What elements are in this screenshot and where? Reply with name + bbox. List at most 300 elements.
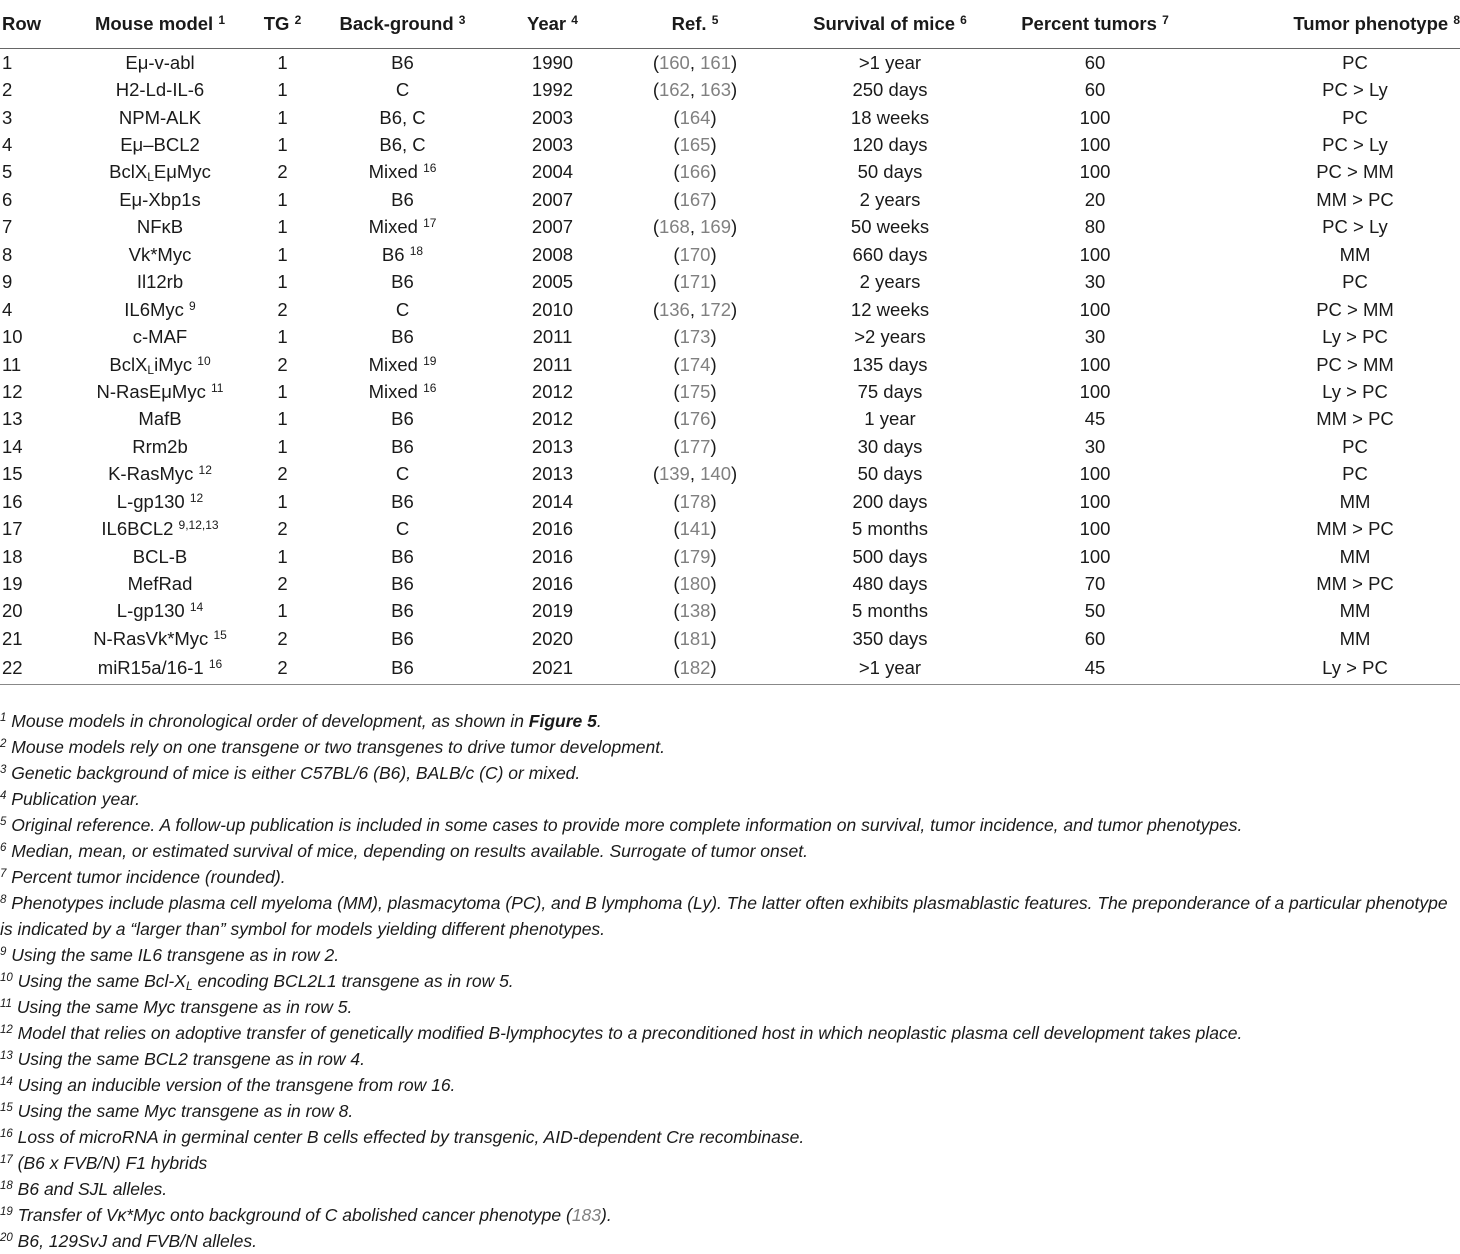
cell-tg: 1 [277, 408, 288, 430]
table-row [0, 214, 1460, 241]
model-name: BCL-B [132, 545, 188, 567]
footnote-text: Phenotypes include plasma cell myeloma (MM), plasmacytoma (PC), and B lymphoma (Ly). The latter often exhibits plasmablastic features. The preponderance of a particular phenotype is indicated by a “larger than” symbol for models yielding different phenotypes. [0, 893, 1448, 939]
cell-year: 2010 [531, 298, 574, 320]
ref-paren: ( [652, 463, 659, 485]
cell-row: 7 [2, 216, 13, 238]
cell-year: 2008 [531, 243, 574, 265]
cell-ref [620, 296, 770, 323]
footnote [0, 786, 1460, 812]
cell-survival: 75 days [857, 380, 923, 402]
cell-tg: 2 [277, 627, 288, 649]
cell-phenotype: PC [1342, 271, 1368, 293]
reference-link[interactable]: 173 [679, 326, 711, 348]
footnote-text: Mouse models in chronological order of development, as shown in [11, 711, 529, 731]
model-name: Vk*Myc [128, 243, 192, 265]
cell-ref [620, 543, 770, 570]
ref-paren: ) [710, 353, 717, 375]
table-row [0, 351, 1460, 378]
background-value: B6, C [379, 134, 426, 156]
cell-year: 2004 [531, 161, 574, 183]
cell-percent: 60 [1084, 79, 1106, 101]
cell-row: 4 [2, 134, 13, 156]
cell-row: 3 [2, 106, 13, 128]
cell-background [320, 598, 485, 625]
footnote-marker: 18 [409, 243, 424, 258]
cell-model [75, 515, 245, 542]
cell-percent: 30 [1084, 326, 1106, 348]
cell-phenotype: MM [1339, 490, 1371, 512]
table-row [0, 570, 1460, 597]
cell-tg: 2 [277, 463, 288, 485]
footnote-marker: 16 [208, 657, 223, 672]
table-row [0, 488, 1460, 515]
footnote-marker: 1 [218, 13, 226, 27]
column-header-label: Percent tumors [1021, 13, 1157, 34]
column-header-label: Ref. [671, 13, 707, 34]
cell-background [320, 653, 485, 685]
column-header [75, 0, 245, 49]
column-header [620, 0, 770, 49]
cell-background [320, 186, 485, 213]
column-header-label: Back-ground [339, 13, 454, 34]
reference-link[interactable]: 166 [679, 161, 711, 183]
reference-link[interactable]: 170 [679, 243, 711, 265]
model-name: L-gp130 [116, 490, 185, 512]
model-name: Eμ-Xbp1s [119, 188, 201, 210]
footnote [0, 708, 1460, 734]
table-row [0, 653, 1460, 685]
cell-background [320, 433, 485, 460]
column-header-label: Year [527, 13, 567, 34]
cell-percent: 100 [1079, 545, 1111, 567]
column-header-label: Row [2, 13, 42, 34]
reference-link[interactable]: 162 [658, 79, 690, 101]
cell-survival: >1 year [858, 51, 922, 73]
table-row [0, 76, 1460, 103]
cell-phenotype: MM > PC [1316, 518, 1394, 540]
model-name: c-MAF [132, 326, 188, 348]
reference-link[interactable]: 164 [679, 106, 711, 128]
reference-link[interactable]: 174 [679, 353, 711, 375]
background-value: Mixed [368, 380, 418, 402]
cell-ref [620, 269, 770, 296]
table-row [0, 378, 1460, 405]
cell-tg: 1 [277, 545, 288, 567]
reference-link[interactable]: 141 [679, 518, 711, 540]
cell-survival: >1 year [770, 653, 1010, 685]
footnote [0, 1176, 1460, 1202]
footnote-marker: 8 [1453, 13, 1460, 27]
cell-background [320, 131, 485, 158]
ref-paren: ) [710, 490, 717, 512]
cell-tg: 1 [277, 51, 288, 73]
ref-paren: ) [710, 106, 717, 128]
footnote-text: Using the same IL6 transgene as in row 2. [11, 945, 340, 965]
reference-link[interactable]: 175 [679, 380, 711, 402]
cell-year: 2012 [531, 408, 574, 430]
footnote-marker: 9 [189, 298, 196, 313]
footnote [0, 1202, 1460, 1228]
cell-model [75, 433, 245, 460]
footnote [0, 1020, 1460, 1046]
footnote-number: 10 [0, 972, 13, 984]
footnote-number: 12 [0, 1024, 13, 1036]
background-value: C [395, 298, 410, 320]
reference-link[interactable]: 180 [679, 573, 711, 595]
cell-model [75, 488, 245, 515]
footnote [0, 812, 1460, 838]
cell-percent: 100 [1079, 463, 1111, 485]
footnote-number: 17 [0, 1154, 13, 1166]
column-header [770, 0, 1010, 49]
reference-link[interactable]: 176 [679, 408, 711, 430]
cell-phenotype: Ly > PC [1322, 380, 1388, 402]
cell-tg: 1 [277, 79, 288, 101]
ref-paren: ( [673, 106, 680, 128]
ref-paren: ) [710, 600, 717, 622]
cell-percent: 100 [1079, 380, 1111, 402]
background-value: B6 [391, 326, 414, 348]
cell-row: 14 [2, 435, 23, 457]
ref-paren: ) [710, 657, 717, 679]
reference-link[interactable]: 169 [700, 216, 732, 238]
footnote-number: 8 [0, 894, 7, 906]
ref-paren: ( [673, 161, 680, 183]
cell-year: 2013 [531, 463, 574, 485]
reference-link[interactable]: 168 [658, 216, 690, 238]
reference-link[interactable]: 161 [700, 51, 732, 73]
cell-tg: 1 [277, 106, 288, 128]
footnote-marker: 6 [960, 13, 967, 27]
ref-paren: ( [652, 298, 659, 320]
cell-ref [620, 406, 770, 433]
footnote [0, 1098, 1460, 1124]
cell-ref [620, 104, 770, 131]
cell-survival: 12 weeks [850, 298, 930, 320]
model-name: N-RasEμMyc [96, 380, 206, 402]
cell-ref [620, 433, 770, 460]
column-header [1180, 0, 1460, 49]
footnote-marker: 16 [423, 161, 437, 176]
cell-ref [620, 515, 770, 542]
cell-survival: 50 days [857, 463, 923, 485]
cell-model [75, 159, 245, 186]
ref-paren: ) [710, 161, 717, 183]
footnote-marker: 14 [189, 600, 204, 615]
cell-phenotype: PC [1342, 51, 1368, 73]
cell-phenotype: MM [1339, 600, 1371, 622]
footnote-text: B6 and SJL alleles. [17, 1179, 168, 1199]
footnote-number: 11 [0, 998, 12, 1010]
column-header-label: Tumor phenotype [1293, 13, 1449, 34]
cell-survival: 5 months [851, 600, 929, 622]
reference-link[interactable]: 167 [679, 188, 711, 210]
cell-phenotype: PC > Ly [1322, 216, 1388, 238]
cell-background [320, 351, 485, 378]
column-header [320, 0, 485, 49]
cell-row: 22 [0, 653, 75, 685]
cell-phenotype: Ly > PC [1180, 653, 1460, 685]
background-value: Mixed [368, 216, 418, 238]
cell-model [75, 570, 245, 597]
model-subscript: L [147, 170, 154, 185]
model-name: N-RasVk*Myc [93, 627, 209, 649]
cell-model [75, 214, 245, 241]
ref-paren: ( [673, 380, 680, 402]
cell-tg: 1 [277, 188, 288, 210]
ref-paren: ) [710, 271, 717, 293]
cell-row: 6 [2, 188, 13, 210]
cell-survival: 5 months [851, 518, 929, 540]
table-row [0, 241, 1460, 268]
cell-row: 2 [2, 79, 13, 101]
cell-row: 1 [2, 51, 13, 73]
cell-background [320, 49, 485, 77]
cell-model [75, 76, 245, 103]
ref-paren: ) [710, 408, 717, 430]
cell-phenotype: PC [1342, 463, 1368, 485]
cell-survival: 120 days [852, 134, 928, 156]
footnote-marker: 4 [571, 13, 578, 27]
model-name: BclX [109, 353, 148, 375]
table-row [0, 186, 1460, 213]
cell-survival: 660 days [852, 243, 928, 265]
cell-model [75, 378, 245, 405]
cell-row: 12 [2, 380, 23, 402]
cell-tg: 1 [277, 134, 288, 156]
cell-tg: 1 [277, 326, 288, 348]
cell-year: 2003 [531, 134, 574, 156]
table-row [0, 433, 1460, 460]
cell-model [75, 625, 245, 652]
footnote-marker: 9,12,13 [178, 518, 219, 533]
footnote-marker: 15 [213, 627, 227, 642]
background-value: B6 [391, 408, 414, 430]
reference-link[interactable]: 140 [700, 463, 732, 485]
cell-year: 2013 [531, 435, 574, 457]
footnote-marker: 16 [423, 380, 437, 395]
column-header [245, 0, 320, 49]
cell-row: 15 [2, 463, 23, 485]
footnote [0, 1150, 1460, 1176]
cell-row: 13 [2, 408, 23, 430]
footnote-marker: 5 [711, 13, 719, 27]
footnote-text: Publication year. [11, 789, 141, 809]
ref-separator: , [689, 298, 701, 320]
ref-paren: ) [710, 545, 717, 567]
cell-row: 17 [2, 518, 23, 540]
cell-survival: 2 years [859, 188, 921, 210]
model-name: MefRad [127, 573, 193, 595]
cell-year: 1990 [531, 51, 574, 73]
model-name: Il12rb [136, 271, 184, 293]
ref-paren: ( [673, 600, 680, 622]
footnote [0, 994, 1460, 1020]
cell-survival: 50 weeks [850, 216, 930, 238]
ref-paren: ( [673, 657, 680, 679]
cell-row: 21 [2, 627, 23, 649]
reference-link[interactable]: 178 [679, 490, 711, 512]
cell-year: 2012 [531, 380, 574, 402]
model-name: NFκB [136, 216, 184, 238]
cell-row: 8 [2, 243, 13, 265]
footnote [0, 942, 1460, 968]
reference-link[interactable]: 181 [679, 627, 711, 649]
cell-tg: 1 [277, 490, 288, 512]
footnote [0, 1046, 1460, 1072]
reference-link[interactable]: 160 [658, 51, 690, 73]
cell-model [75, 323, 245, 350]
cell-phenotype: PC > Ly [1322, 79, 1388, 101]
cell-percent: 50 [1084, 600, 1106, 622]
cell-model [75, 296, 245, 323]
cell-phenotype: PC > MM [1316, 298, 1394, 320]
footnote-subscript: L [185, 979, 193, 993]
cell-background [320, 625, 485, 652]
reference-link[interactable]: 139 [658, 463, 690, 485]
background-value: B6 [391, 600, 414, 622]
cell-phenotype: PC > MM [1316, 353, 1394, 375]
cell-row: 4 [2, 298, 13, 320]
reference-link[interactable]: 183 [571, 1205, 602, 1225]
column-header-label: Survival of mice [813, 13, 956, 34]
cell-year: 2016 [531, 573, 574, 595]
reference-link[interactable]: 182 [679, 657, 711, 679]
footnote-number: 6 [0, 842, 7, 854]
cell-model [75, 186, 245, 213]
reference-link[interactable]: 179 [679, 545, 711, 567]
cell-phenotype: MM [1339, 243, 1371, 265]
footnote-number: 1 [0, 712, 7, 724]
column-header [1010, 0, 1180, 49]
cell-year: 2014 [531, 490, 574, 512]
cell-ref [620, 625, 770, 652]
ref-paren: ) [710, 134, 717, 156]
footnote-number: 7 [0, 868, 7, 880]
ref-paren: ( [673, 188, 680, 210]
cell-ref [620, 159, 770, 186]
model-name: NPM-ALK [118, 106, 202, 128]
footnote-text: Loss of microRNA in germinal center B cells effected by transgenic, AID-dependent Cre recombinase. [17, 1127, 805, 1147]
table-row [0, 49, 1460, 77]
footnote-marker: 2 [294, 13, 302, 27]
cell-percent: 45 [1010, 653, 1180, 685]
footnote [0, 1228, 1460, 1254]
cell-phenotype: MM > PC [1316, 188, 1394, 210]
model-subscript: L [147, 362, 155, 377]
model-name: K-RasMyc [108, 463, 194, 485]
cell-phenotype: MM [1339, 627, 1371, 649]
cell-percent: 100 [1079, 161, 1111, 183]
cell-phenotype: PC > Ly [1322, 134, 1388, 156]
cell-year: 2011 [532, 326, 573, 348]
ref-paren: ( [673, 490, 680, 512]
cell-ref [620, 214, 770, 241]
footnote-text: Transfer of Vκ*Myc onto background of C abolished cancer phenotype ( [17, 1205, 572, 1225]
cell-tg: 1 [277, 435, 288, 457]
footnote-number: 15 [0, 1102, 13, 1114]
cell-model [75, 598, 245, 625]
reference-link[interactable]: 165 [679, 134, 711, 156]
cell-row: 10 [2, 326, 23, 348]
cell-background [320, 214, 485, 241]
footnote-marker: 12 [198, 463, 212, 478]
cell-background [320, 543, 485, 570]
cell-model [75, 406, 245, 433]
table-row [0, 159, 1460, 186]
footnote [0, 760, 1460, 786]
table-row [0, 625, 1460, 652]
cell-row: 11 [2, 353, 22, 375]
cell-phenotype: MM > PC [1316, 408, 1394, 430]
cell-tg: 2 [277, 573, 288, 595]
reference-link[interactable]: 171 [679, 271, 711, 293]
cell-year: 2021 [485, 653, 620, 685]
cell-tg: 2 [277, 298, 288, 320]
table-row [0, 406, 1460, 433]
ref-separator: , [689, 79, 701, 101]
reference-link[interactable]: 136 [658, 298, 690, 320]
cell-percent: 100 [1079, 298, 1111, 320]
background-value: C [395, 463, 410, 485]
cell-year: 2019 [531, 600, 574, 622]
cell-year: 2007 [531, 216, 574, 238]
cell-survival: 135 days [852, 353, 928, 375]
reference-link[interactable]: 138 [679, 600, 711, 622]
reference-link[interactable]: 177 [679, 435, 711, 457]
cell-ref [620, 488, 770, 515]
footnote-number: 14 [0, 1076, 13, 1088]
table-row [0, 598, 1460, 625]
footnote [0, 968, 1460, 994]
reference-link[interactable]: 172 [700, 298, 732, 320]
cell-percent: 70 [1084, 573, 1106, 595]
footnote [0, 864, 1460, 890]
cell-tg: 2 [277, 353, 288, 375]
model-name: L-gp130 [116, 600, 185, 622]
footnote-number: 9 [0, 946, 7, 958]
background-value: B6 [391, 545, 414, 567]
column-header [0, 0, 75, 49]
cell-background [320, 323, 485, 350]
cell-year: 2016 [531, 518, 574, 540]
footnote-text: Percent tumor incidence (rounded). [11, 867, 286, 887]
cell-model [75, 351, 245, 378]
footnote [0, 890, 1460, 942]
cell-ref [620, 653, 770, 685]
ref-paren: ) [731, 51, 738, 73]
model-name: IL6Myc [124, 298, 184, 320]
footnote-text: Using the same Bcl-X [17, 971, 186, 991]
cell-percent: 100 [1079, 353, 1111, 375]
reference-link[interactable]: 163 [700, 79, 732, 101]
model-name: miR15a/16-1 [97, 657, 204, 679]
cell-tg: 1 [277, 271, 288, 293]
cell-survival: 1 year [864, 408, 916, 430]
footnote-text: Using the same Myc transgene as in row 5. [16, 997, 353, 1017]
cell-percent: 60 [1084, 51, 1106, 73]
footnote-marker: 7 [1162, 13, 1169, 27]
table-header [0, 0, 1460, 49]
cell-background [320, 570, 485, 597]
cell-background [320, 241, 485, 268]
cell-model [75, 269, 245, 296]
cell-tg: 1 [277, 380, 288, 402]
background-value: C [395, 79, 410, 101]
cell-survival: 500 days [852, 545, 928, 567]
cell-percent: 100 [1079, 134, 1111, 156]
model-name-tail: iMyc [154, 353, 193, 375]
